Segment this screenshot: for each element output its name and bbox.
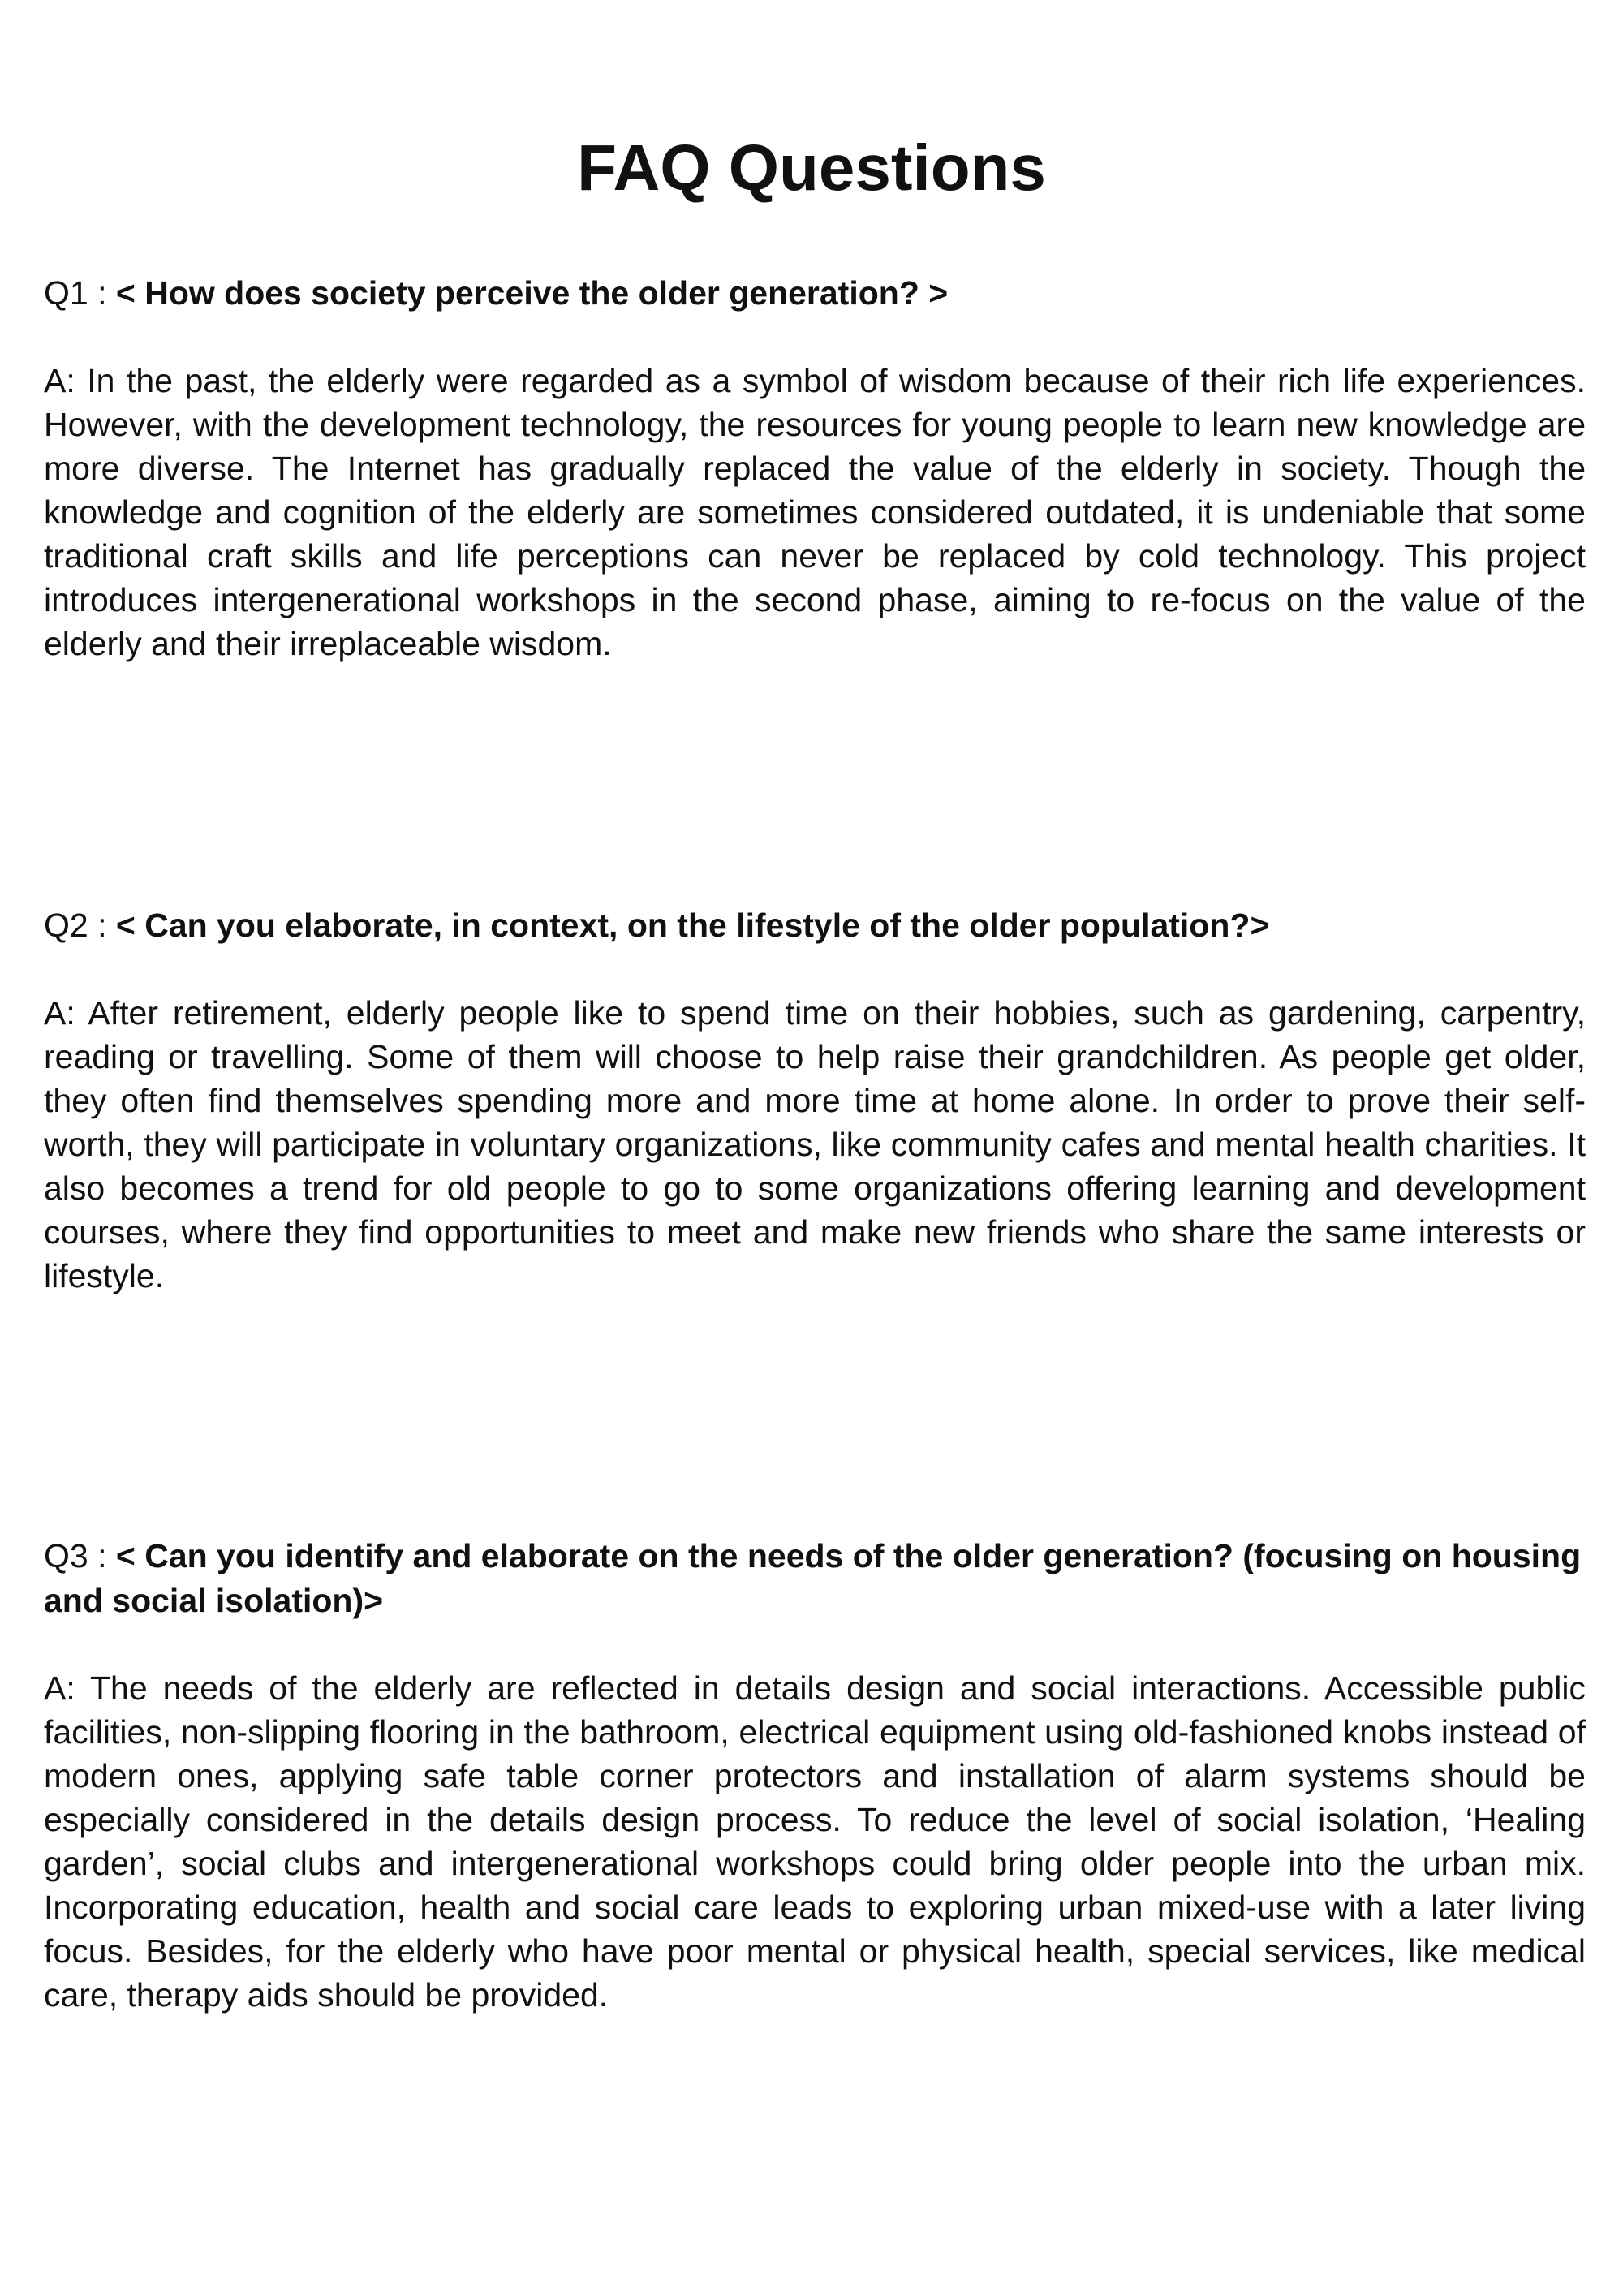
faq-item-2 — [44, 903, 1586, 1298]
question-text: < Can you elaborate, in context, on the lifestyle of the older population?> — [115, 907, 1270, 944]
question-label: Q2 : — [44, 907, 116, 944]
faq-answer-2: A: After retirement, elderly people like to spend time on their hobbies, such as gardening, carpentry, reading or travelling. Some of them will choose to help raise their grandchildren. As people get older, they often find themselves spending more and more time at home alone. In order to prove their self- worth, they will participate in voluntary organizations, like community cafes and mental health charities. It also becomes a trend for old people to go to some organizations offering learning and development courses, where they find opportunities to meet and make new friends who share the same interests or lifestyle. — [44, 994, 1586, 1294]
faq-answer-1: A: In the past, the elderly were regarded as a symbol of wisdom because of their rich life experiences. However, with the development technology, the resources for young people to learn new knowledge are more diverse. The Internet has gradually replaced the value of the elderly in society. Though the knowledge and cognition of the elderly are sometimes considered outdated, it is undeniable that some traditional craft skills and life perceptions can never be replaced by cold technology. This project introduces intergenerational workshops in the second phase, aiming to re-focus on the value of the elderly and their irreplaceable wisdom. — [44, 362, 1586, 662]
question-text: < Can you identify and elaborate on the needs of the older generation? (focusing on housing and social isolation)> — [44, 1537, 1582, 1619]
faq-item-3 — [44, 1534, 1586, 2017]
faq-question-2 — [44, 903, 1586, 948]
question-label: Q1 : — [44, 274, 116, 312]
question-text: < How does society perceive the older generation? > — [115, 274, 949, 312]
question-label: Q3 : — [44, 1537, 116, 1574]
faq-question-3 — [44, 1534, 1586, 1623]
faq-item-1 — [44, 271, 1586, 666]
page-title: FAQ Questions — [577, 131, 1046, 204]
faq-answer-3: A: The needs of the elderly are reflected in details design and social interactions. Accessible public facilities, non-slipping flooring in the bathroom, electrical equipment using old-fashioned knobs instead of modern ones, applying safe table corner protectors and installation of alarm systems should be especially considered in the details design process. To reduce the level of social isolation, ‘Healing garden’, social clubs and intergenerational workshops could bring older people into the urban mix. Incorporating education, health and social care leads to exploring urban mixed-use with a later living focus. Besides, for the elderly who have poor mental or physical health, special services, like medical care, therapy aids should be provided. — [44, 1669, 1586, 2014]
faq-question-1 — [44, 271, 1586, 316]
